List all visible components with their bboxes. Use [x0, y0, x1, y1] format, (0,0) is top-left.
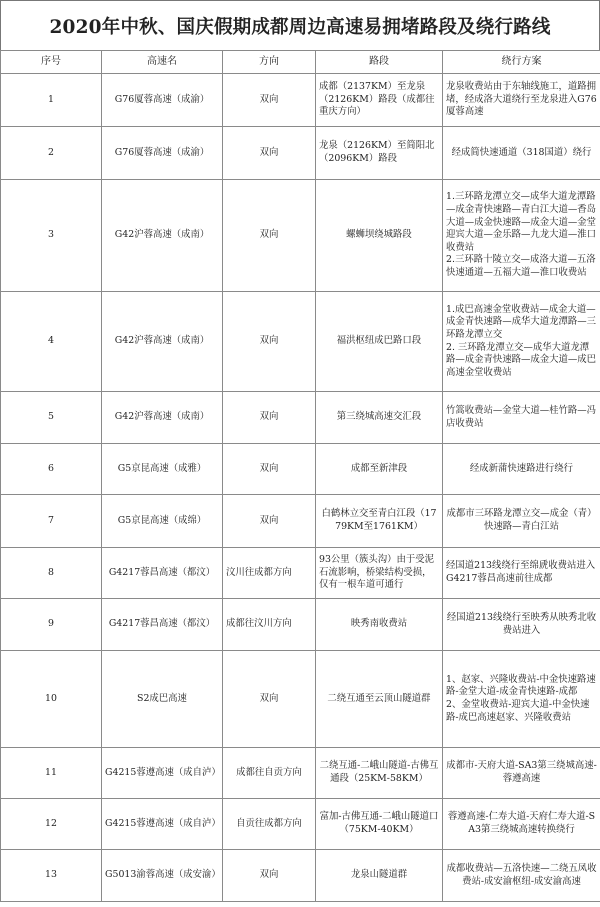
row-direction: 双向	[223, 127, 316, 180]
document-title: 2020年中秋、国庆假期成都周边高速易拥堵路段及绕行路线	[0, 0, 600, 50]
row-direction: 双向	[223, 495, 316, 548]
row-number: 5	[1, 392, 102, 444]
row-section: 第三绕城高速交汇段	[316, 392, 443, 444]
row-highway: G76厦蓉高速（成渝）	[102, 74, 223, 127]
row-direction: 自贡往成都方向	[223, 799, 316, 850]
row-highway: G42沪蓉高速（成南）	[102, 292, 223, 392]
header-section: 路段	[316, 51, 443, 74]
row-number: 9	[1, 599, 102, 651]
header-number: 序号	[1, 51, 102, 74]
row-detour: 经成新蒲快速路进行绕行	[443, 444, 600, 495]
table-row	[1, 599, 600, 651]
row-number: 1	[1, 74, 102, 127]
row-number: 11	[1, 748, 102, 799]
row-detour: 经国道213线绕行至绵虒收费站进入G4217蓉昌高速前往成都	[443, 548, 600, 599]
table-row	[1, 180, 600, 292]
row-direction: 双向	[223, 651, 316, 748]
table-row	[1, 748, 600, 799]
row-section: 映秀南收费站	[316, 599, 443, 651]
row-detour: 1、赵家、兴隆收费站-中金快速路速路-金堂大道-成金青快速路-成都 2、金堂收费站-迎宾大道-中金快速路-成巴高速赵家、兴隆收费站	[443, 651, 600, 748]
row-direction: 双向	[223, 74, 316, 127]
row-detour: 龙泉收费站由于东轴线施工，道路拥堵，经成洛大道绕行至龙泉进入G76厦蓉高速	[443, 74, 600, 127]
row-number: 4	[1, 292, 102, 392]
table-header-row	[1, 51, 600, 74]
row-section: 龙泉山隧道群	[316, 850, 443, 902]
row-highway: G76厦蓉高速（成渝）	[102, 127, 223, 180]
row-detour: 成都市-天府大道-SA3第三绕城高速-蓉遵高速	[443, 748, 600, 799]
row-detour: 1.成巴高速金堂收费站—成金大道—成金青快速路—成华大道龙潭路—三环路龙潭立交 2. 三环路龙潭立交—成华大道龙潭路—成金青快速路—成金大道—成巴高速金堂收费站	[443, 292, 600, 392]
row-direction: 双向	[223, 292, 316, 392]
table-row	[1, 74, 600, 127]
row-direction: 双向	[223, 444, 316, 495]
row-detour: 1.三环路龙潭立交—成华大道龙潭路—成金青快速路—青白江大道—香岛大道—成金快速路—成金大道—金堂迎宾大道—金乐路—九龙大道—淮口收费站 2.三环路十陵立交—成洛大道—五洛快速通道—五福大道—淮口收费站	[443, 180, 600, 292]
row-number: 13	[1, 850, 102, 902]
row-highway: G4215蓉遵高速（成自泸）	[102, 748, 223, 799]
table-row	[1, 651, 600, 748]
row-section: 93公里（簇头沟）由于受泥石流影响，桥梁结构受损，仅有一根车道可通行	[316, 548, 443, 599]
row-number: 10	[1, 651, 102, 748]
row-direction: 双向	[223, 850, 316, 902]
row-section: 富加-古佛互通-二峨山隧道口（75KM-40KM）	[316, 799, 443, 850]
table-row	[1, 799, 600, 850]
row-section: 龙泉（2126KM）至简阳北（2096KM）路段	[316, 127, 443, 180]
table-row	[1, 127, 600, 180]
table-row	[1, 850, 600, 902]
row-highway: G4217蓉昌高速（都汶）	[102, 599, 223, 651]
row-section: 二绕互通至云顶山隧道群	[316, 651, 443, 748]
row-section: 成都至新津段	[316, 444, 443, 495]
row-number: 7	[1, 495, 102, 548]
row-section: 白鹤林立交至青白江段（1779KM至1761KM）	[316, 495, 443, 548]
detour-table	[0, 50, 600, 902]
row-highway: G42沪蓉高速（成南）	[102, 180, 223, 292]
row-highway: G4217蓉昌高速（都汶）	[102, 548, 223, 599]
row-highway: G42沪蓉高速（成南）	[102, 392, 223, 444]
row-direction: 双向	[223, 392, 316, 444]
header-highway: 高速名	[102, 51, 223, 74]
row-detour: 蓉遵高速-仁寿大道-天府仁寿大道-SA3第三绕城高速转换绕行	[443, 799, 600, 850]
row-number: 8	[1, 548, 102, 599]
table-row	[1, 444, 600, 495]
row-direction: 双向	[223, 180, 316, 292]
row-highway: G4215蓉遵高速（成自泸）	[102, 799, 223, 850]
table-row	[1, 392, 600, 444]
row-section: 成都（2137KM）至龙泉（2126KM）路段（成都往重庆方向）	[316, 74, 443, 127]
row-number: 6	[1, 444, 102, 495]
row-direction: 成都往自贡方向	[223, 748, 316, 799]
row-highway: G5京昆高速（成绵）	[102, 495, 223, 548]
row-detour: 成都市三环路龙潭立交—成金（青）快速路—青白江站	[443, 495, 600, 548]
table-row	[1, 495, 600, 548]
header-detour: 绕行方案	[443, 51, 600, 74]
row-highway: G5京昆高速（成雅）	[102, 444, 223, 495]
row-number: 3	[1, 180, 102, 292]
row-direction: 汶川往成都方向	[223, 548, 316, 599]
row-highway: G5013渝蓉高速（成安渝）	[102, 850, 223, 902]
row-detour: 经成简快速通道（318国道）绕行	[443, 127, 600, 180]
table-row	[1, 548, 600, 599]
row-detour: 经国道213线绕行至映秀从映秀北收费站进入	[443, 599, 600, 651]
row-section: 二绕互通-二峨山隧道-古佛互通段（25KM-58KM）	[316, 748, 443, 799]
row-section: 福洪枢纽成巴路口段	[316, 292, 443, 392]
row-number: 2	[1, 127, 102, 180]
row-highway: S2成巴高速	[102, 651, 223, 748]
row-detour: 竹篙收费站—金堂大道—桂竹路—冯店收费站	[443, 392, 600, 444]
table-row	[1, 292, 600, 392]
row-detour: 成都收费站—五洛快速—二绕五凤收费站-成安渝枢纽-成安渝高速	[443, 850, 600, 902]
row-direction: 成都往汶川方向	[223, 599, 316, 651]
row-number: 12	[1, 799, 102, 850]
row-section: 螺蛳坝绕城路段	[316, 180, 443, 292]
header-direction: 方向	[223, 51, 316, 74]
